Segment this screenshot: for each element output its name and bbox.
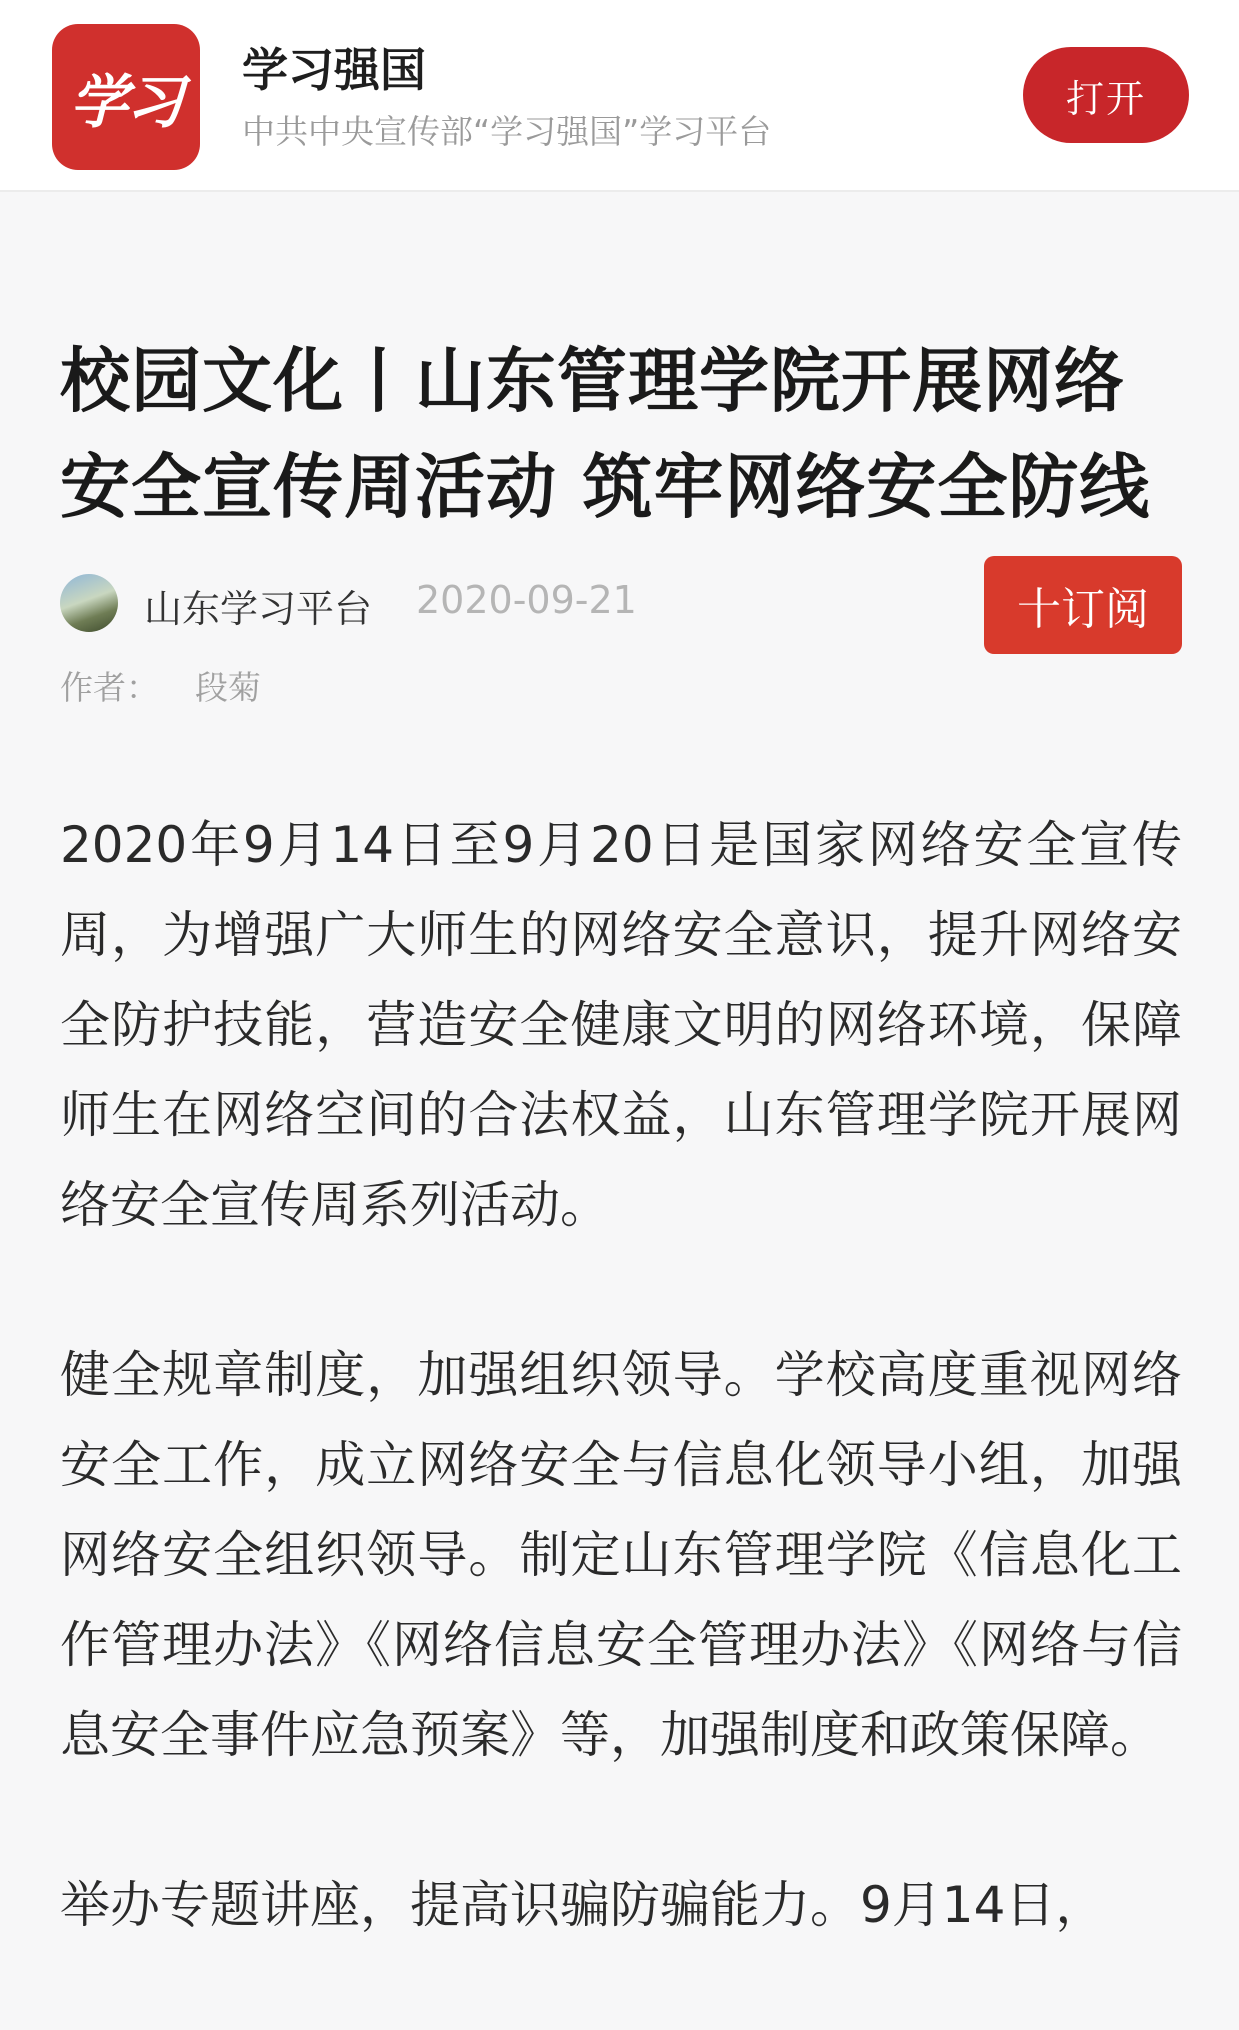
publish-date: 2020-09-21 [416,578,637,622]
source-name[interactable]: 山东学习平台 [144,587,373,631]
open-app-button[interactable]: 打开 [1023,47,1189,143]
subscribe-button[interactable]: 十订阅 [984,556,1182,654]
app-description: 中共中央宣传部“学习强国”学习平台 [242,112,772,151]
article-title: 校园文化丨山东管理学院开展网络安全宣传周活动 筑牢网络安全防线 [60,340,1151,528]
article-header [60,328,1182,540]
author-line [60,662,261,709]
author-label: 作者： [60,668,159,707]
app-name: 学习强国 [242,43,426,97]
article-paragraph: 举办专题讲座，提高识骗防骗能力。9月14日， [60,1876,1106,1934]
article-paragraph: 2020年9月14日至9月20日是国家网络安全宣传周，为增强广大师生的网络安全意识，提升网络安全防护技能，营造安全健康文明的网络环境，保障师生在网络空间的合法权益，山东管理学院开展网络安全宣传周系列活动。 [60,816,1182,1234]
xuexi-logo-icon[interactable]: 学习 [52,24,200,170]
app-download-banner [0,0,1239,192]
article-body [60,800,1182,2030]
author-name: 段菊 [195,668,261,707]
article-paragraph: 健全规章制度，加强组织领导。学校高度重视网络安全工作，成立网络安全与信息化领导小组，加强网络安全组织领导。制定山东管理学院《信息化工作管理办法》《网络信息安全管理办法》《网络与信息安全事件应急预案》等，加强制度和政策保障。 [60,1346,1182,1764]
source-avatar[interactable] [60,574,118,632]
article-meta [60,556,1182,656]
